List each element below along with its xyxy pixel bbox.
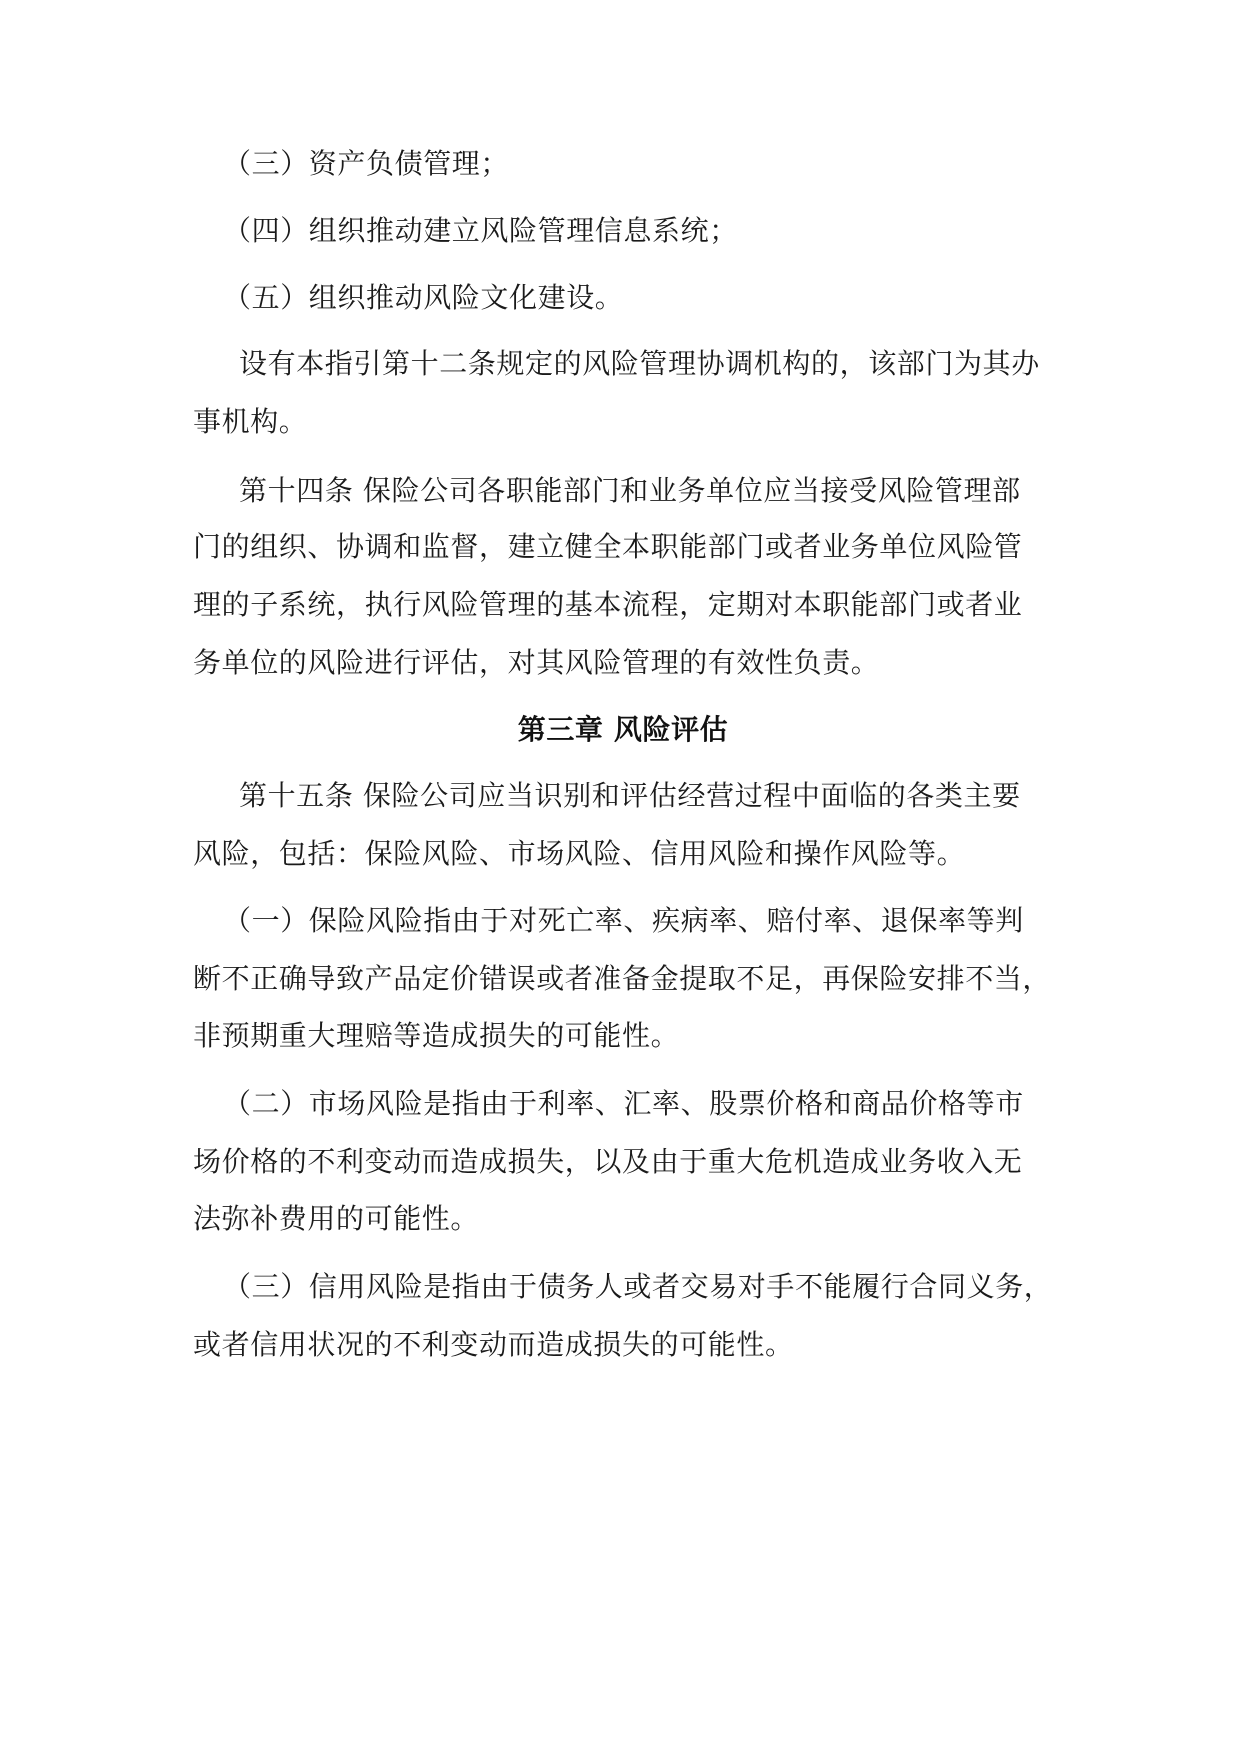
insurance-risk-line: 非预期重大理赔等造成损失的可能性。 — [193, 1019, 680, 1052]
credit-risk-line: （三）信用风险是指由于债务人或者交易对手不能履行合同义务， — [223, 1270, 1053, 1303]
article-14-line: 务单位的风险进行评估，对其风险管理的有效性负责。 — [193, 646, 880, 679]
article-14-line: 第十四条 保险公司各职能部门和业务单位应当接受风险管理部 — [239, 474, 1021, 507]
list-item-3: （三）资产负债管理； — [223, 147, 510, 180]
market-risk-line: （二）市场风险是指由于利率、汇率、股票价格和商品价格等市 — [223, 1087, 1024, 1120]
list-item-4: （四）组织推动建立风险管理信息系统； — [223, 214, 738, 247]
paragraph-line: 设有本指引第十二条规定的风险管理协调机构的，该部门为其办 — [239, 347, 1040, 380]
chapter-heading: 第三章 风险评估 — [517, 713, 729, 746]
article-15-line: 风险，包括：保险风险、市场风险、信用风险和操作风险等。 — [193, 837, 966, 870]
paragraph-line: 事机构。 — [193, 405, 308, 438]
article-15-line: 第十五条 保险公司应当识别和评估经营过程中面临的各类主要 — [239, 779, 1021, 812]
credit-risk-line: 或者信用状况的不利变动而造成损失的可能性。 — [193, 1328, 794, 1361]
list-item-5: （五）组织推动风险文化建设。 — [223, 281, 624, 314]
market-risk-line: 法弥补费用的可能性。 — [193, 1202, 480, 1235]
article-14-line: 门的组织、协调和监督，建立健全本职能部门或者业务单位风险管 — [193, 530, 1023, 563]
insurance-risk-line: 断不正确导致产品定价错误或者准备金提取不足，再保险安排不当， — [193, 962, 1052, 995]
insurance-risk-line: （一）保险风险指由于对死亡率、疾病率、赔付率、退保率等判 — [223, 904, 1024, 937]
article-14-line: 理的子系统，执行风险管理的基本流程，定期对本职能部门或者业 — [193, 588, 1023, 621]
market-risk-line: 场价格的不利变动而造成损失，以及由于重大危机造成业务收入无 — [193, 1145, 1023, 1178]
